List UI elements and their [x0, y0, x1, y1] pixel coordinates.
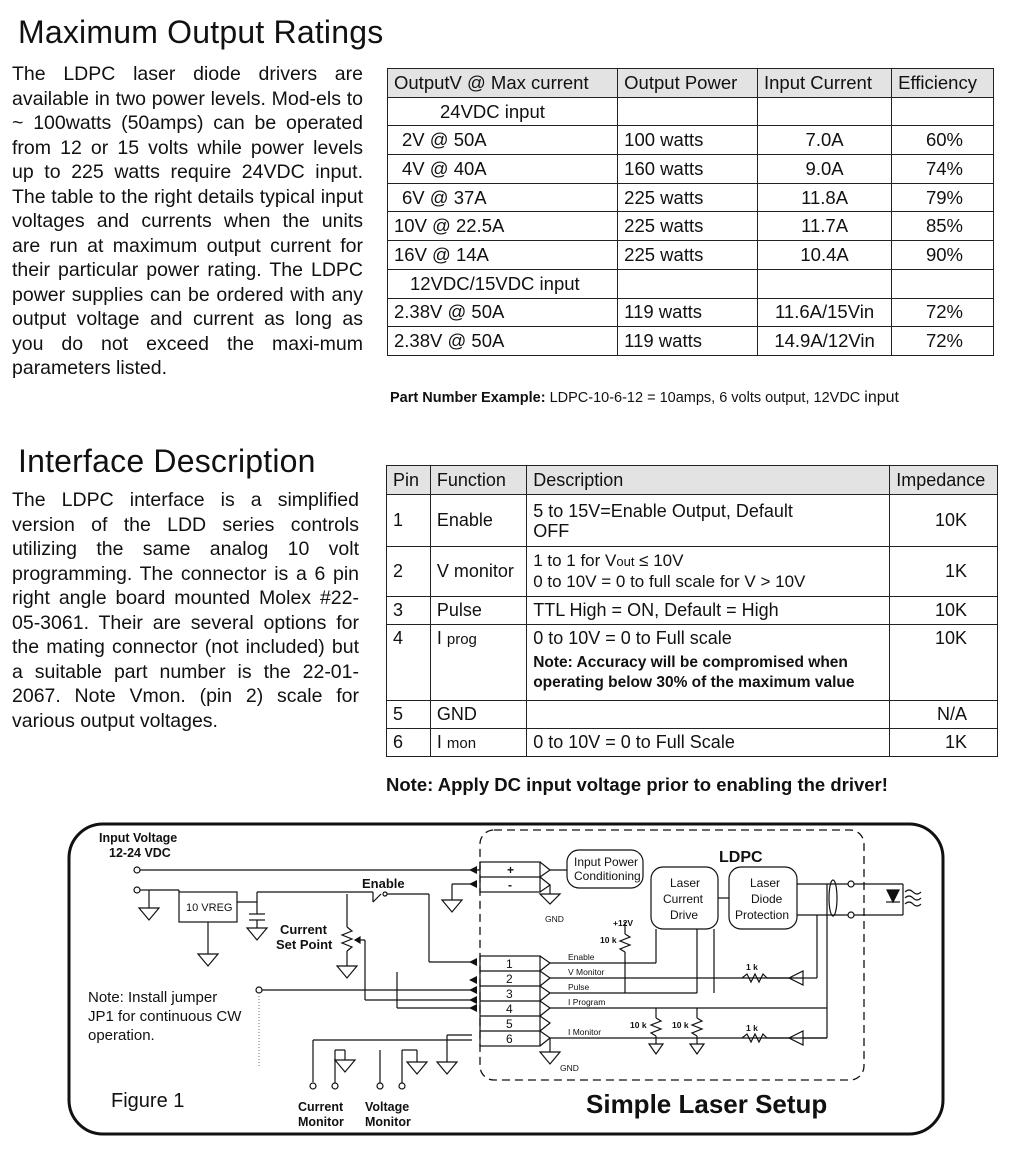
enable-label: Enable: [362, 876, 405, 891]
table-row: 6 I mon 0 to 10V = 0 to Full Scale 1K: [387, 729, 998, 757]
set-point-label: Set Point: [276, 937, 333, 952]
header-cell: Efficiency: [892, 69, 994, 98]
table-group-row: [388, 97, 994, 126]
pin-label: 3: [506, 987, 513, 1001]
pin-label: 6: [506, 1032, 513, 1046]
pin-label: 5: [506, 1017, 513, 1031]
jumper-note-line1: Note: Install jumper: [88, 989, 218, 1006]
header-cell: Output Power: [618, 69, 758, 98]
table-row: 6V @ 37A 225 watts 11.8A 79%: [388, 183, 994, 212]
r1k-label: 1 k: [746, 962, 758, 972]
plus-label: +: [507, 863, 515, 877]
part-number-label: Part Number Example:: [390, 390, 546, 406]
max-output-paragraph: The LDPC laser diode drivers are available in two power levels. Mod-els to ~ 100watts (50amps) can be operated from 12 or 15 volts while power levels up to 225 watts require 24VDC input. The table to the right details typical input voltages and currents when the units are run at maximum output current for their particular power rating. The LDPC power supplies can be ordered with any output voltage and current as long as you do not exceed the maxi-mum parameters listed.: [12, 63, 363, 379]
lcd-label-2: Current: [663, 892, 704, 906]
table-header-row: [388, 69, 994, 98]
minus-label: -: [508, 878, 512, 892]
table-row: 16V @ 14A 225 watts 10.4A 90%: [388, 241, 994, 270]
figure-1-schematic: [67, 822, 947, 1140]
table-row: 2V @ 50A 100 watts 7.0A 60%: [388, 126, 994, 155]
vreg-label: 10 VREG: [186, 902, 233, 914]
header-cell: Input Current: [758, 69, 892, 98]
voltage-monitor-label1: Voltage: [365, 1100, 410, 1114]
jumper-note-line2: JP1 for continuous CW: [88, 1008, 242, 1025]
sig-vmon: V Monitor: [568, 967, 605, 977]
ldp-label-1: Laser: [750, 876, 781, 890]
table-row: 5 GND N/A: [387, 701, 998, 729]
gnd-label: GND: [545, 914, 564, 924]
interface-paragraph: The LDPC interface is a simplified version of the LDD series controls utilizing the same analog 10 volt programming. The connector is a 6 pin right angle board mounted Molex #22-05-3061. Their are several options for the mating connector (not included) but a suitable part number is the 22-01-2067. Note Vmon. (pin 2) scale for various output voltages.: [12, 489, 359, 732]
table-row: 3 Pulse TTL High = ON, Default = High 10K: [387, 597, 998, 625]
header-cell: OutputV @ Max current: [388, 69, 618, 98]
ratings-table: [387, 68, 994, 356]
header-cell: Impedance: [890, 466, 998, 495]
table-row: 2.38V @ 50A 119 watts 14.9A/12Vin 72%: [388, 327, 994, 356]
input-voltage-label: Input Voltage: [99, 831, 178, 845]
ldp-label-2: Diode: [751, 892, 783, 906]
part-number-tail: input: [864, 389, 899, 406]
ldpc-label: LDPC: [719, 849, 763, 866]
r1k-label-2: 1 k: [746, 1023, 758, 1033]
lcd-label-3: Drive: [670, 908, 699, 922]
input-range-label: 12-24 VDC: [109, 846, 171, 860]
section-title-interface: Interface Description: [18, 443, 316, 479]
accuracy-note: Note: Accuracy will be compromised when operating below 30% of the maximum value: [533, 654, 855, 691]
r10k-label-2: 10 k: [630, 1020, 647, 1030]
header-cell: Description: [527, 466, 890, 495]
table-header-row: [387, 466, 998, 495]
plus12v-label: +12V: [613, 918, 634, 928]
table-row: 4V @ 40A 160 watts 9.0A 74%: [388, 155, 994, 184]
figure-title: Simple Laser Setup: [586, 1089, 828, 1119]
ipc-label-1: Input Power: [574, 855, 639, 869]
group-label: 12VDC/15VDC input: [388, 269, 618, 298]
table-row: 1 Enable 5 to 15V=Enable Output, Default OFF 10K: [387, 495, 998, 547]
ldp-label-3: Protection: [735, 908, 790, 922]
table-row: 2 V monitor 1 to 1 for Vout ≤ 10V 0 to 10V = 0 to full scale for V > 10V 1K: [387, 547, 998, 597]
pin-label: 1: [506, 957, 513, 971]
current-monitor-label1: Current: [298, 1100, 344, 1114]
current-label: Current: [280, 922, 327, 937]
ipc-label-2: Conditioning: [574, 869, 641, 883]
pin-label: 4: [506, 1002, 513, 1016]
header-cell: Pin: [387, 466, 431, 495]
sig-enable: Enable: [568, 952, 595, 962]
current-monitor-label2: Monitor: [298, 1115, 344, 1129]
table-row: 10V @ 22.5A 225 watts 11.7A 85%: [388, 212, 994, 241]
pin-label: 2: [506, 972, 513, 986]
table-row: 4 I prog 0 to 10V = 0 to Full scale Note: Accuracy will be compromised when operating below 30% of the maximum value 10K: [387, 625, 998, 701]
r10k-label: 10 k: [600, 935, 617, 945]
r10k-label-3: 10 k: [672, 1020, 689, 1030]
table-group-row: [388, 269, 994, 298]
group-label: 24VDC input: [388, 97, 618, 126]
part-number-text: LDPC-10-6-12 = 10amps, 6 volts output, 12VDC: [549, 390, 861, 406]
gnd-label-2: GND: [560, 1063, 579, 1073]
table-row: 2.38V @ 50A 119 watts 11.6A/15Vin 72%: [388, 298, 994, 327]
sig-pulse: Pulse: [568, 982, 590, 992]
header-cell: Function: [430, 466, 526, 495]
figure-caption: Figure 1: [111, 1090, 185, 1112]
pin-table: [386, 465, 998, 757]
sig-iprog: I Program: [568, 997, 606, 1007]
section-title-max-output: Maximum Output Ratings: [18, 14, 384, 50]
dc-input-note: Note: Apply DC input voltage prior to enabling the driver!: [386, 774, 888, 795]
part-number-example: [390, 389, 899, 407]
jumper-note-line3: operation.: [88, 1027, 155, 1044]
lcd-label-1: Laser: [670, 876, 701, 890]
voltage-monitor-label2: Monitor: [365, 1115, 411, 1129]
sig-imon: I Monitor: [568, 1027, 602, 1037]
